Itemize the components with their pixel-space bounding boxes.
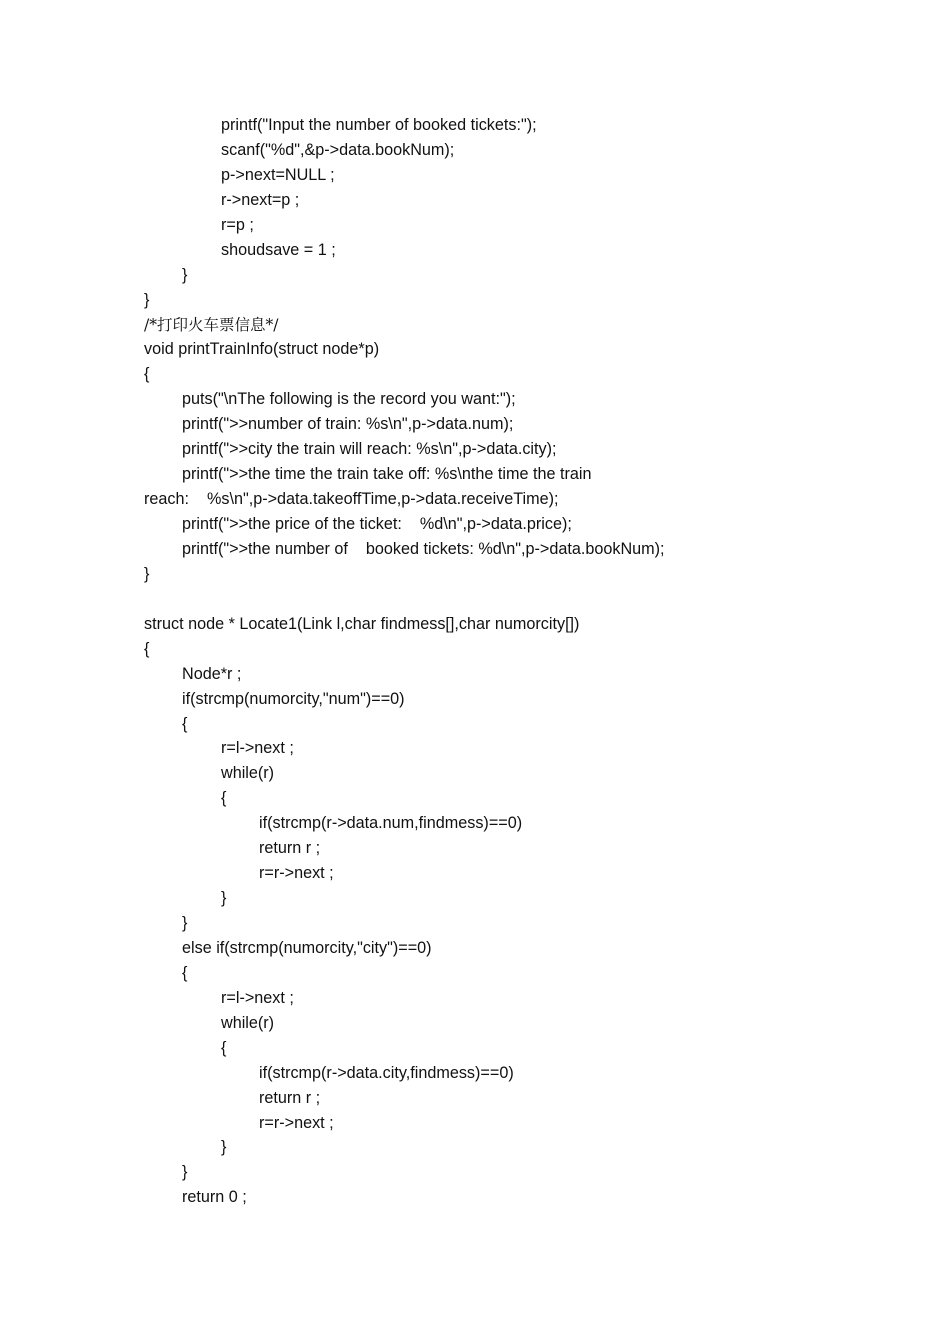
code-line: r=p ; [221,215,254,234]
code-line: void printTrainInfo(struct node*p) [144,340,380,359]
code-line: { [144,639,150,658]
code-line: while(r) [221,764,275,783]
code-line: r=l->next ; [221,739,294,758]
code-line: return r ; [259,1088,321,1107]
code-line: r=r->next ; [259,1113,334,1132]
code-line: else if(strcmp(numorcity,"city")==0) [182,938,432,957]
code-line: } [144,290,150,309]
code-line: scanf("%d",&p->data.bookNum); [221,140,455,159]
code-line: { [144,365,150,384]
code-line: if(strcmp(r->data.num,findmess)==0) [259,814,523,833]
code-line: shoudsave = 1 ; [221,240,336,259]
code-line: printf(">>number of train: %s\n",p->data.num); [182,415,514,434]
code-line: return r ; [259,839,321,858]
code-line: reach: %s\n",p->data.takeoffTime,p->data.receiveTime); [144,490,559,509]
blank-line [144,587,884,612]
code-line: puts("\nThe following is the record you want:"); [182,390,516,409]
code-line: } [182,914,188,932]
code-line: } [182,265,188,284]
code-block [144,113,884,1210]
code-line: Node*r ; [182,664,242,683]
code-line: r=l->next ; [221,988,294,1007]
code-line: if(strcmp(r->data.city,findmess)==0) [259,1063,514,1082]
code-line: } [182,1163,188,1182]
code-line: printf(">>the price of the ticket: %d\n",p->data.price); [182,515,572,533]
code-line: { [182,714,188,733]
code-line: p->next=NULL ; [221,165,335,184]
code-line: { [182,963,188,982]
code-line: r->next=p ; [221,190,300,209]
code-line: while(r) [221,1013,275,1032]
code-line: } [144,564,150,583]
code-line: { [221,789,227,808]
code-line: } [221,889,227,908]
code-line: printf(">>the number of booked tickets: %d\n",p->data.bookNum); [182,539,665,558]
code-line: { [221,1038,227,1057]
code-line: r=r->next ; [259,864,334,883]
code-comment-line: /*打印火车票信息*/ [144,315,279,334]
code-line: printf("Input the number of booked tickets:"); [221,116,537,134]
code-line: if(strcmp(numorcity,"num")==0) [182,689,405,708]
code-line: printf(">>the time the train take off: %s\nthe time the train [182,465,592,484]
code-line: printf(">>city the train will reach: %s\n",p->data.city); [182,440,557,459]
code-line: } [221,1138,227,1157]
code-line: struct node * Locate1(Link l,char findmess[],char numorcity[]) [144,614,580,633]
code-line: return 0 ; [182,1188,247,1207]
